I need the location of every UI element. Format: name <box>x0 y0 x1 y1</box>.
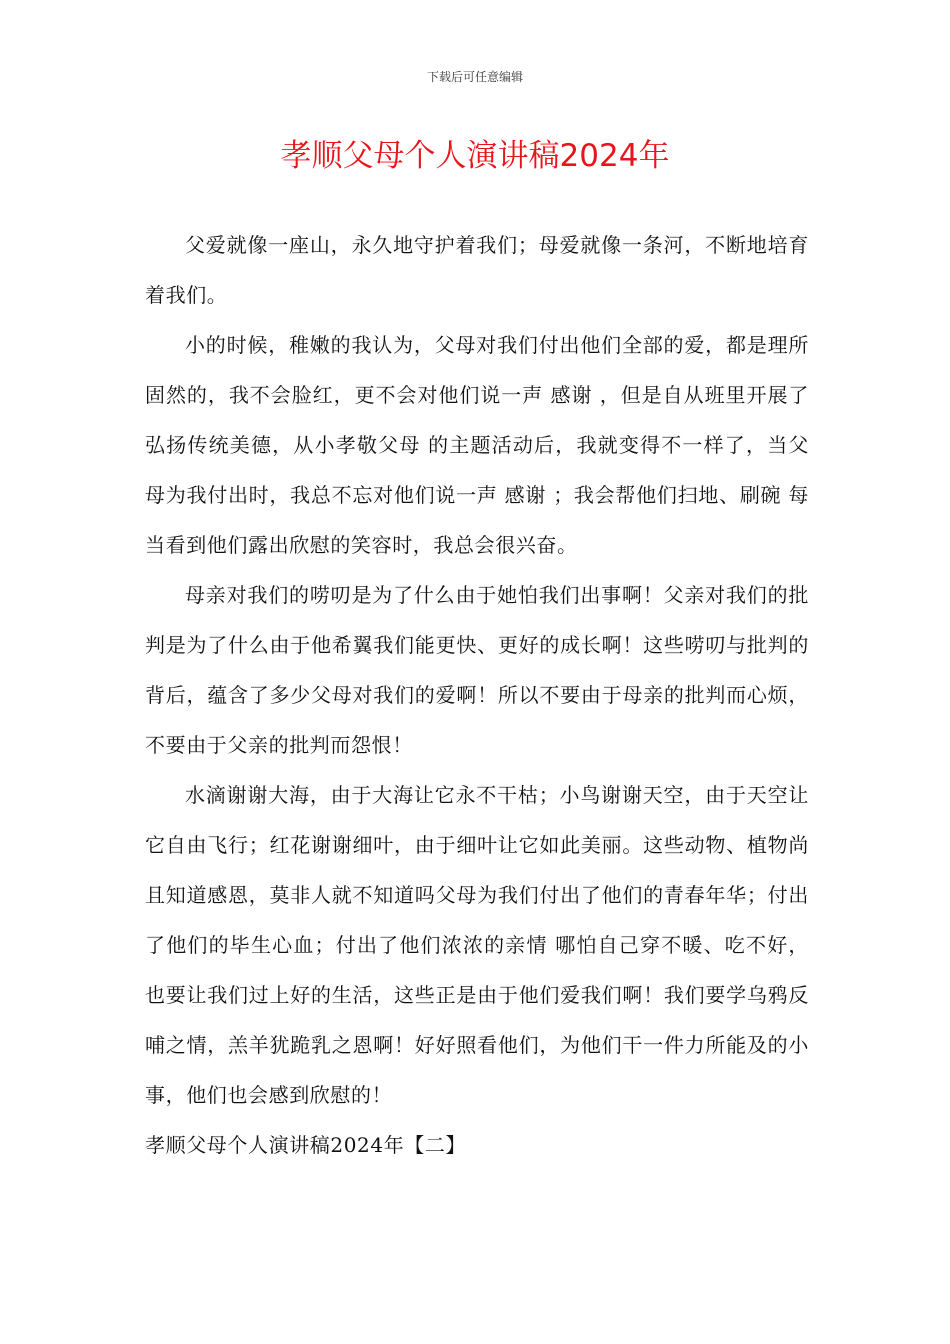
document-body <box>145 220 809 1170</box>
paragraph-2: 小的时候，稚嫩的我认为，父母对我们付出他们全部的爱，都是理所固然的，我不会脸红，更不会对他们说一声 感谢 ，但是自从班里开展了 弘扬传统美德，从小孝敬父母 的主题活动后，我就变得不一样了，当父母为我付出时，我总不忘对他们说一声 感谢 ；我会帮他们扫地、刷碗 每当看到他们露出欣慰的笑容时，我总会很兴奋。 <box>145 333 809 557</box>
header-note: 下载后可任意编辑 <box>426 70 523 84</box>
paragraph-3: 母亲对我们的唠叨是为了什么由于她怕我们出事啊！父亲对我们的批判是为了什么由于他希翼我们能更快、更好的成长啊！这些唠叨与批判的背后，蕴含了多少父母对我们的爱啊！所以不要由于母亲的批判而心烦，不要由于父亲的批判而怨恨！ <box>145 583 809 757</box>
section-heading-2: 孝顺父母个人演讲稿2024年【二】 <box>145 1133 467 1157</box>
paragraph-1: 父爱就像一座山，永久地守护着我们；母爱就像一条河，不断地培育着我们。 <box>145 233 809 307</box>
paragraph-4: 水滴谢谢大海，由于大海让它永不干枯；小鸟谢谢天空，由于天空让它自由飞行；红花谢谢细叶，由于细叶让它如此美丽。这些动物、植物尚且知道感恩，莫非人就不知道吗父母为我们付出了他们的青春年华；付出了他们的毕生心血；付出了他们浓浓的亲情 哪怕自己穿不暖、吃不好，也要让我们过上好的生活，这些正是由于他们爱我们啊！我们要学乌鸦反哺之情，羔羊犹跪乳之恩啊！好好照看他们，为他们干一件力所能及的小事，他们也会感到欣慰的！ <box>145 783 809 1107</box>
document-title: 孝顺父母个人演讲稿2024年 <box>280 138 670 174</box>
